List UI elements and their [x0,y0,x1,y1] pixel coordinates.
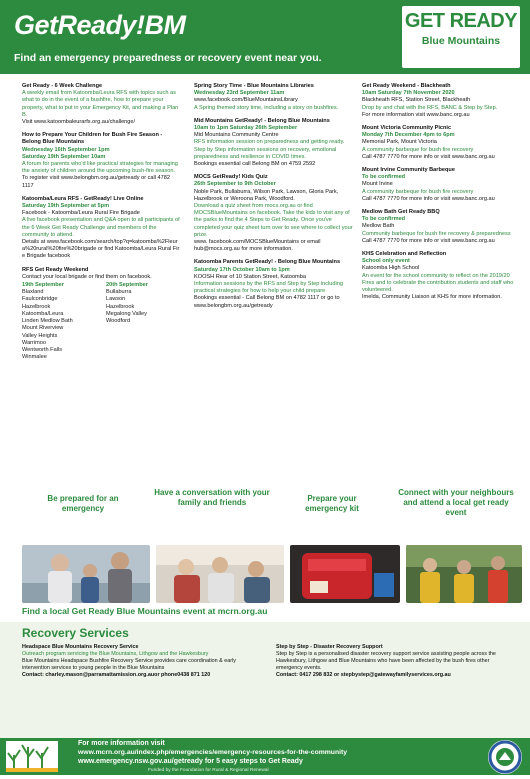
event-card [362,83,522,119]
list-item: Megalong Valley [106,310,147,317]
footer-plant-logo [6,741,58,772]
event-title: KHS Celebration and Reflection [362,251,447,258]
event-title: Get Ready Weekend - Blackheath [362,83,451,89]
event-contact[interactable]: www. facebook.com/MOCSBlueMountains or email hub@mocs.org.au for more information. [194,239,321,253]
event-location: Medlow Bath [362,223,395,230]
step-be-prepared: Be prepared for an emergency [47,494,119,513]
event-call[interactable]: Call 4787 7770 for more info or visit www.banc.org.au [362,195,495,202]
event-title: Mount Victoria Community Picnic [362,125,452,132]
service-description: Step by Step is a personalised disaster recovery support service assisting people across the Hawkesbury, Lithgow and Blue Mountains who have been affected by the bush fires other emergency events. [276,651,496,671]
step-by-step-service [276,644,512,679]
list-item: Mount Riverview [22,325,64,332]
event-info[interactable]: For more information visit www.banc.org.au [362,111,470,118]
event-register[interactable]: To register visit www.belongbm.org.au/getready or call 4782 1117 [22,175,170,189]
events-section [0,83,530,483]
event-card [22,267,182,362]
event-title: Mid Mountains GetReady! - Belong Blue Mountains [194,117,330,124]
event-booking: Bookings essential call Belong BM on 4759 2592 [194,161,316,168]
brigade-list-20 [106,282,176,361]
list-item: Valley Heights [22,332,58,339]
event-description: Community barbeque for bush fire recovery & preparedness [362,230,511,237]
event-location: Blackheath RFS, Station Street, Blackheath [362,97,471,104]
event-description: An event for the school community to reflect on the 2019/20 Fires and to celebrate the contribution students and staff who volunteered. [362,272,514,294]
event-title: Katoomba Parents GetReady! - Belong Blue Mountains [194,259,341,266]
event-date: To be confirmed [362,216,406,223]
event-card [22,83,182,126]
events-column-3 [362,83,522,307]
event-location: KOOSH Rear of 10 Station Street, Katoomba [194,273,306,280]
list-item: Faulconbridge [22,296,58,303]
footer-mcrn-link[interactable]: www.mcrn.org.au/index.php/emergencies/emergency-resources-for-the-community [78,749,348,756]
brand-title: GetReady!BM [14,10,186,40]
service-title: Headspace Blue Mountains Recovery Service [22,644,139,650]
header-banner [0,0,530,74]
event-date: Saturday 19th September at 5pm [22,203,110,210]
list-item: Katoomba/Leura [22,310,64,317]
recovery-services-section [0,622,530,738]
event-description: Contact your local brigade or find them on facebook. [22,273,152,280]
list-heading: 20th September [106,282,148,289]
service-description-2: Blue Mountains Headspace Bushfire Recovery Service provides care coordination & early intervention services to young people in the Blue Mountains [22,658,236,671]
list-item: Blaxland [22,289,44,296]
event-contact: Imelda, Community Liaison at KHS for more information. [362,294,502,301]
list-heading: 19th September [22,282,64,289]
event-location: Noble Park, Bullaburra, Wilson Park, Lawson, Gloria Park, Hazelbrook or Weroona Park, Woodford. [194,188,339,202]
list-item: Wentworth Falls [22,346,62,353]
event-description: Download a quiz sheet from mocs.org.au or find MOCSBlueMountains on facebook. Take the kids to visit any of the parks to find the 4 Steps to Get Ready. Once you've completed your quiz sheet turn over to see where to collect your prize. [194,203,353,238]
event-date: 26th September to 9th October [194,181,276,188]
event-card [22,132,182,190]
event-card [362,251,522,301]
event-title: Mount Irvine Community Barbeque [362,167,455,174]
list-item: Hazelbrook [22,303,51,310]
event-call[interactable]: Call 4787 7770 for more info or visit www.banc.org.au [362,237,495,244]
event-card [194,83,354,112]
event-description: A forum for parents who'd like practical strategies for managing the anxiety of children around the upcoming bush-fire season. [22,161,178,175]
service-description: Outreach program servicing the Blue Mountains, Lithgow and the Hawkesbury [22,651,209,657]
event-description: A community barbeque for bush fire recovery [362,188,474,195]
events-column-2 [194,83,354,316]
step-emergency-kit: Prepare your emergency kit [305,494,359,513]
photo-parents-child [22,545,150,603]
step-conversation: Have a conversation with your family and friends [154,488,270,507]
footer-emergency-link[interactable]: www.emergency.nsw.gov.au/getready for 5 easy steps to Get Ready [78,758,303,765]
service-contact[interactable]: Contact: 0417 298 832 or stepbystep@gatewayfamilyservices.org.au [276,672,451,678]
event-description: A live facebook presentation and Q&A open to all participants of the 6 Week Get Ready Challenge and members of the community to attend. [22,217,180,238]
event-date: Saturday 17th October 10am to 1pm [194,266,290,273]
footer [0,738,530,775]
event-title: Medlow Bath Get Ready BBQ [362,209,440,216]
get-ready-steps [0,488,530,543]
brigade-lists [22,282,182,361]
event-description: Information sessions by the RFS and Step by Step including practical strategies for how to help your child prepare [194,281,343,295]
service-contact[interactable]: Contact: charley.mason@parramattamission.org.auor phone0438 871 120 [22,672,211,678]
event-location: Katoomba High School [362,265,420,272]
find-event-link[interactable]: Find a local Get Ready Blue Mountains event at mcrn.org.au [22,606,268,616]
event-link[interactable]: Visit www.katoombaleurarfs.org.au/challenge/ [22,119,136,126]
tagline: Find an emergency preparedness or recovery event near you. [14,52,322,64]
event-title: Get Ready - 6 Week Challenge [22,83,103,89]
event-card [362,125,522,161]
event-card [194,118,354,168]
event-card [362,167,522,203]
events-column-1 [22,83,182,367]
step-connect-neighbours: Connect with your neighbours and attend a local get ready event [398,488,514,517]
event-date: To be confirmed [362,174,406,181]
event-title: RFS Get Ready Weekend [22,266,89,273]
event-date: Monday 7th December 4pm to 6pm [362,132,455,139]
event-card [362,209,522,245]
list-item: Winmalee [22,354,47,361]
event-description: A Spring themed story time, including a story on bushfires. [194,104,339,111]
event-call[interactable]: Call 4787 7770 for more info or visit www.banc.org.au [362,153,495,160]
event-date: Wednesday 16th September 1pm [22,146,110,153]
get-ready-logo [402,6,520,68]
event-description: A weekly email from Katoomba/Leura RFS with topics such as what to do in the event of a bushfire, how to prepare your property, what to put in your Emergency Kit, and making a Plan B. [22,90,179,118]
event-date: Saturday 19th September 10am [22,153,106,160]
event-card [22,196,182,261]
brigade-list-19 [22,282,92,361]
list-item: Lawson [106,296,126,303]
list-item: Warrimoo [22,339,47,346]
event-date: School only event [362,258,410,265]
event-location: Mount Irvine [362,181,393,188]
event-title: How to Prepare Your Children for Bush Fire Season - Belong Blue Mountains [22,132,163,146]
photo-community-event [406,545,522,603]
event-title: Katoomba/Leura RFS - GetReady! Live Online [22,195,144,202]
event-date: Wednesday 23rd September 11am [194,90,285,97]
event-date: 10am Saturday 7th November 2020 [362,90,455,97]
list-item: Hazelbrook [106,303,135,310]
list-item: Bullaburra [106,289,132,296]
event-card [194,259,354,309]
event-location: Memorial Park, Mount Victoria [362,139,437,146]
photo-emergency-kit [290,545,400,603]
list-item: Woodford [106,318,131,325]
photo-family-conversation [156,545,284,603]
footer-funded: Funded by the Foundation for Rural & Regional Renewal [148,768,269,773]
event-booking[interactable]: Bookings essential - Call Belong BM on 4782 1117 or go to www.belongbm.org.au/getready [194,295,340,309]
event-card [194,174,354,253]
event-location: Facebook - Katoomba/Leura Rural Fire Brigade [22,210,140,217]
event-details-link[interactable]: Details at www.facebook.com/search/top?q=katoomba%2Fleura%20rural%20fire%20brigade or find Katoomba/Leura Rural Fire Brigade facebook [22,239,180,260]
event-description: A community barbeque for bush fire recovery [362,146,474,153]
event-description: Drop by and chat with the RFS, BANC & Step by Step. [362,104,498,111]
footer-line1: For more information visit [78,740,165,747]
service-title: Step by Step - Disaster Recovery Support [276,644,383,650]
recovery-title: Recovery Services [22,626,129,640]
list-item: Linden Medlow Bath [22,318,73,325]
event-title: MOCS GetReady! Kids Quiz [194,174,268,181]
event-description: RFS information session on preparedness and getting ready. Step by Step information sessions on recovery, emotional preparedness and resilience in COVID times. [194,139,345,160]
logo-main-text: GET READY [404,10,518,32]
headspace-service [22,644,260,679]
logo-sub-text: Blue Mountains [421,35,501,47]
event-link[interactable]: www.facebook.com/BlueMountainsLibrary [194,97,298,104]
event-date: 10am to 1pm Saturday 26th September [194,125,298,132]
event-title: Spring Story Time - Blue Mountains Libraries [194,83,314,89]
photo-strip [22,545,522,603]
resilience-seal [488,740,522,774]
event-location: Mid Mountains Community Centre [194,132,279,139]
